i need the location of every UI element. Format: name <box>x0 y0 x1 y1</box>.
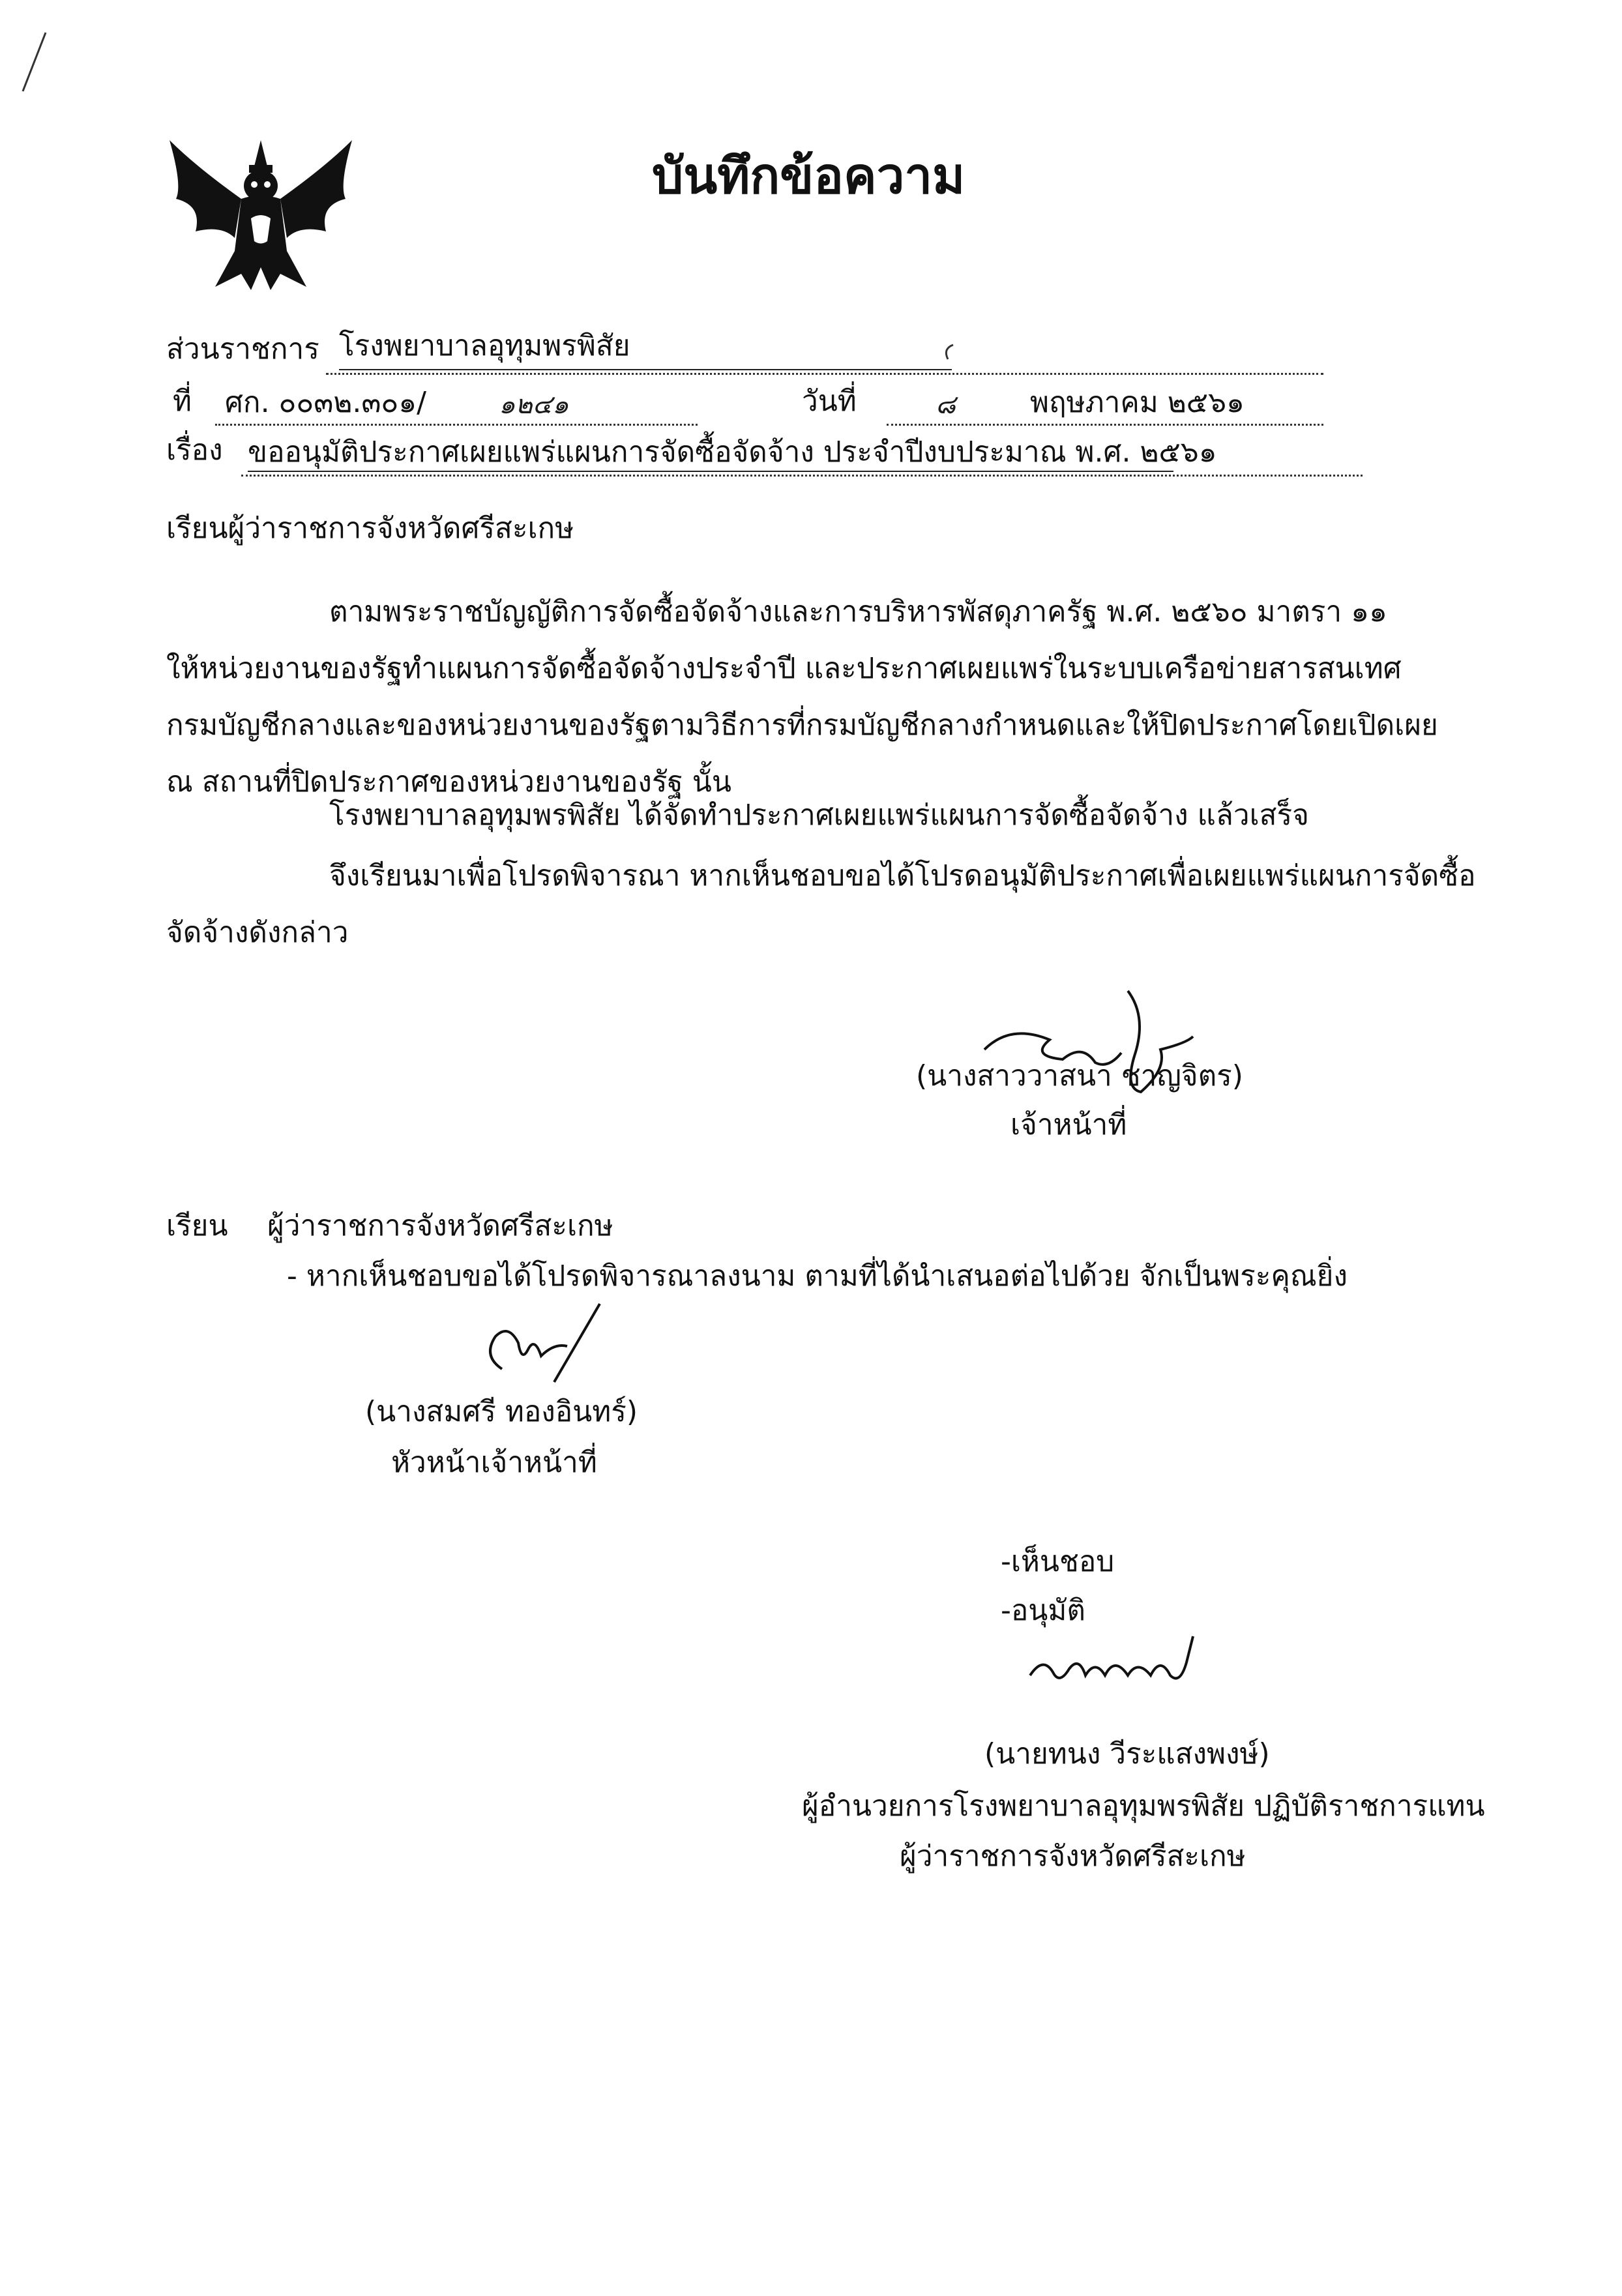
signature-3-graphic <box>1024 1630 1219 1701</box>
ref-dotted-line <box>215 424 698 426</box>
approval-line-1: -เห็นชอบ <box>1001 1545 1115 1578</box>
body-paragraph-1 <box>166 583 1438 810</box>
date-label: วันที่ <box>802 385 857 418</box>
pen-mark-decoration <box>7 26 59 104</box>
salutation: เรียนผู้ว่าราชการจังหวัดศรีสะเกษ <box>166 512 574 545</box>
date-day-handwritten: ๘ <box>936 390 956 420</box>
body-line: ณ สถานที่ปิดประกาศของหน่วยงานของรัฐ นั้น <box>166 765 731 799</box>
agency-dotted-line <box>326 373 1323 375</box>
subject-value: ขออนุมัติประกาศเผยแพร่แผนการจัดซื้อจัดจ้าง ประจำปีงบประมาณ พ.ศ. ๒๕๖๑ <box>248 435 1217 469</box>
agency-label: ส่วนราชการ <box>166 332 319 366</box>
body-line: กรมบัญชีกลางและของหน่วยงานของรัฐตามวิธีการที่กรมบัญชีกลางกำหนดและให้ปิดประกาศโดยเปิดเผย <box>166 709 1438 742</box>
agency-value: โรงพยาบาลอุทุมพรพิสัย <box>339 329 630 362</box>
memo-title: บันทึกข้อความ <box>652 147 966 205</box>
signature-1-name: (นางสาววาสนา ชาญจิตร) <box>916 1059 1243 1093</box>
endorsement-text: - หากเห็นชอบขอได้โปรดพิจารณาลงนาม ตามที่ได้นำเสนอต่อไปด้วย จักเป็นพระคุณยิ่ง <box>287 1259 1348 1293</box>
endorsement-to: ผู้ว่าราชการจังหวัดศรีสะเกษ <box>267 1209 613 1243</box>
signature-2-graphic <box>456 1297 613 1395</box>
garuda-emblem-icon <box>156 127 365 297</box>
body-line: ตามพระราชบัญญัติการจัดซื้อจัดจ้างและการบริหารพัสดุภาครัฐ พ.ศ. ๒๕๖๐ มาตรา ๑๑ <box>329 595 1387 628</box>
agency-underline <box>339 369 952 370</box>
ref-label: ที่ <box>173 385 192 418</box>
approval-position-2: ผู้ว่าราชการจังหวัดศรีสะเกษ <box>900 1840 1246 1873</box>
ref-value: ศก. ๐๐๓๒.๓๐๑/ <box>225 386 427 419</box>
approval-line-2: -อนุมัติ <box>1001 1594 1085 1627</box>
body-line: จัดจ้างดังกล่าว <box>166 916 349 949</box>
signature-2-name: (นางสมศรี ทองอินทร์) <box>365 1395 638 1428</box>
subject-underline <box>248 471 1173 472</box>
body-line: ให้หน่วยงานของรัฐทำแผนการจัดซื้อจัดจ้างประจำปี และประกาศเผยแพร่ในระบบเครือข่ายสารสนเทศ <box>166 652 1402 685</box>
pen-tick-mark <box>939 342 958 362</box>
body-line: จึงเรียนมาเพื่อโปรดพิจารณา หากเห็นชอบขอได้โปรดอนุมัติประกาศเพื่อเผยแพร่แผนการจัดซื้อ <box>329 859 1476 892</box>
approval-position-1: ผู้อำนวยการโรงพยาบาลอุทุมพรพิสัย ปฏิบัติราชการแทน <box>802 1789 1485 1823</box>
signature-2-position: หัวหน้าเจ้าหน้าที่ <box>391 1446 597 1479</box>
signature-1-position: เจ้าหน้าที่ <box>1010 1108 1127 1141</box>
subject-label: เรื่อง <box>166 434 223 467</box>
endorsement-label: เรียน <box>166 1209 228 1243</box>
subject-dotted-line <box>241 475 1363 477</box>
date-value: พฤษภาคม ๒๕๖๑ <box>1030 386 1245 419</box>
body-paragraph-3 <box>166 847 1476 961</box>
date-dotted-line <box>887 424 1323 426</box>
body-paragraph-2: โรงพยาบาลอุทุมพรพิสัย ได้จัดทำประกาศเผยแพร่แผนการจัดซื้อจัดจ้าง แล้วเสร็จ <box>329 799 1309 832</box>
approval-name: (นายทนง วีระแสงพงษ์) <box>984 1737 1270 1771</box>
ref-handwritten-number: ๑๒๔๑ <box>499 390 569 420</box>
